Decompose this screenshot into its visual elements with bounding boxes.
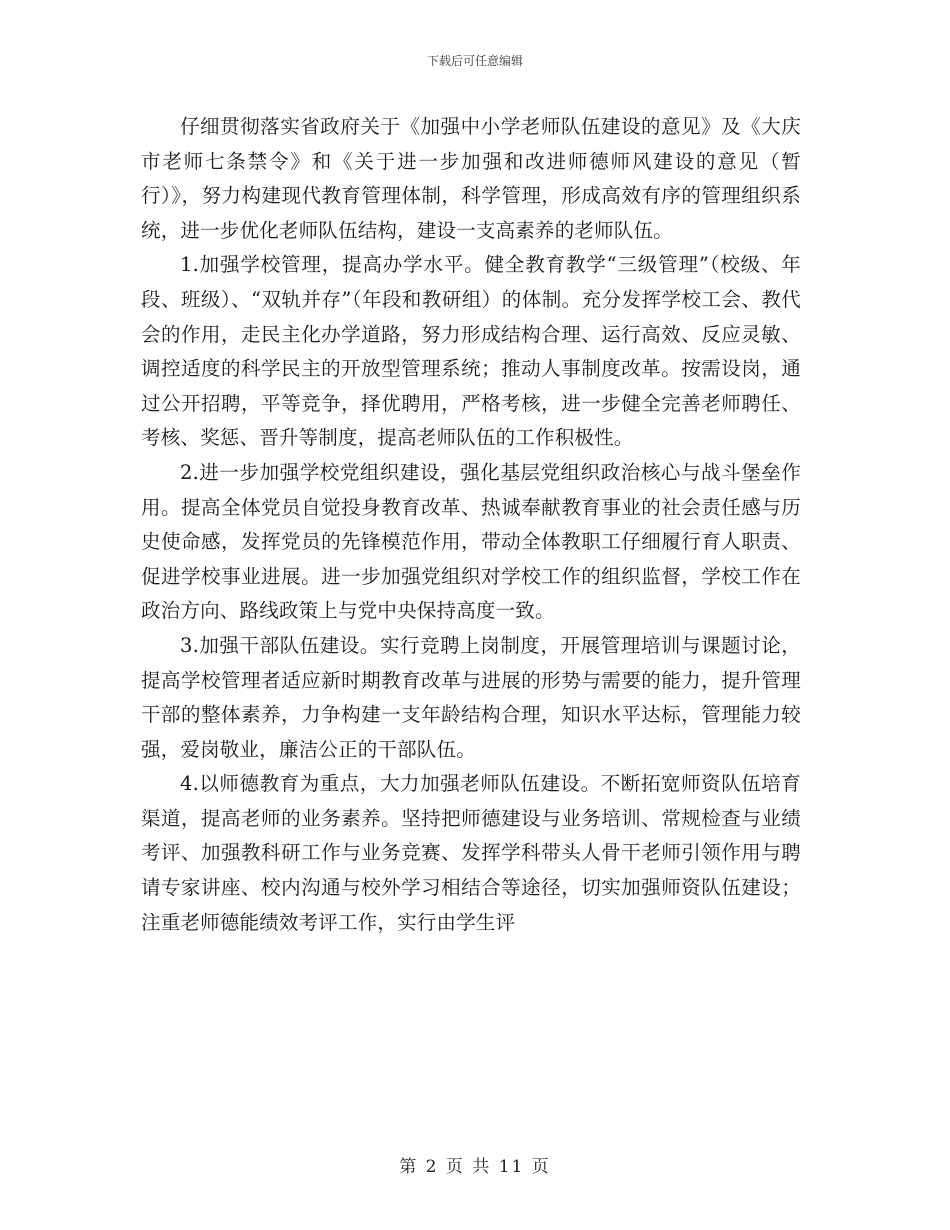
page-header-note: 下载后可任意编辑 [426, 54, 523, 68]
paragraph-intro: 仔细贯彻落实省政府关于《加强中小学老师队伍建设的意见》及《大庆市老师七条禁令》和《关于进一步加强和改进师德师风建设的意见（暂行）》，努力构建现代教育管理体制，科学管理，形成高效有序的管理组织系统，进一步优化老师队伍结构，建设一支高素养的老师队伍。 [141, 115, 801, 242]
paragraph-4-teacher-ethics: 4.以师德教育为重点，大力加强老师队伍建设。不断拓宽师资队伍培育渠道，提高老师的业务素养。坚持把师德建设与业务培训、常规检查与业绩考评、加强教科研工作与业务竞赛、发挥学科带头人骨干老师引领作用与聘请专家讲座、校内沟通与校外学习相结合等途径，切实加强师资队伍建设；注重老师德能绩效考评工作，实行由学生评 [141, 772, 801, 934]
paragraph-1-school-management: 1.加强学校管理，提高办学水平。健全教育教学“三级管理”（校级、年段、班级）、“双轨并存”（年段和教研组）的体制。充分发挥学校工会、教代会的作用，走民主化办学道路，努力形成结构合理、运行高效、反应灵敏、调控适度的科学民主的开放型管理系统；推动人事制度改革。按需设岗，通过公开招聘，平等竞争，择优聘用，严格考核，进一步健全完善老师聘任、考核、奖惩、晋升等制度，提高老师队伍的工作积极性。 [141, 253, 801, 450]
paragraph-3-cadre-team: 3.加强干部队伍建设。实行竞聘上岗制度，开展管理培训与课题讨论，提高学校管理者适应新时期教育改革与进展的形势与需要的能力，提升管理干部的整体素养，力争构建一支年龄结构合理，知识水平达标，管理能力较强，爱岗敬业，廉洁公正的干部队伍。 [141, 633, 801, 761]
page-number-footer: 第 2 页 共 11 页 [399, 1157, 551, 1177]
document-body [141, 110, 801, 940]
paragraph-2-party-organization: 2.进一步加强学校党组织建设，强化基层党组织政治核心与战斗堡垒作用。提高全体党员自觉投身教育改革、热诚奉献教育事业的社会责任感与历史使命感，发挥党员的先锋模范作用，带动全体教职工仔细履行育人职责、促进学校事业进展。进一步加强党组织对学校工作的组织监督，学校工作在政治方向、路线政策上与党中央保持高度一致。 [141, 460, 801, 623]
